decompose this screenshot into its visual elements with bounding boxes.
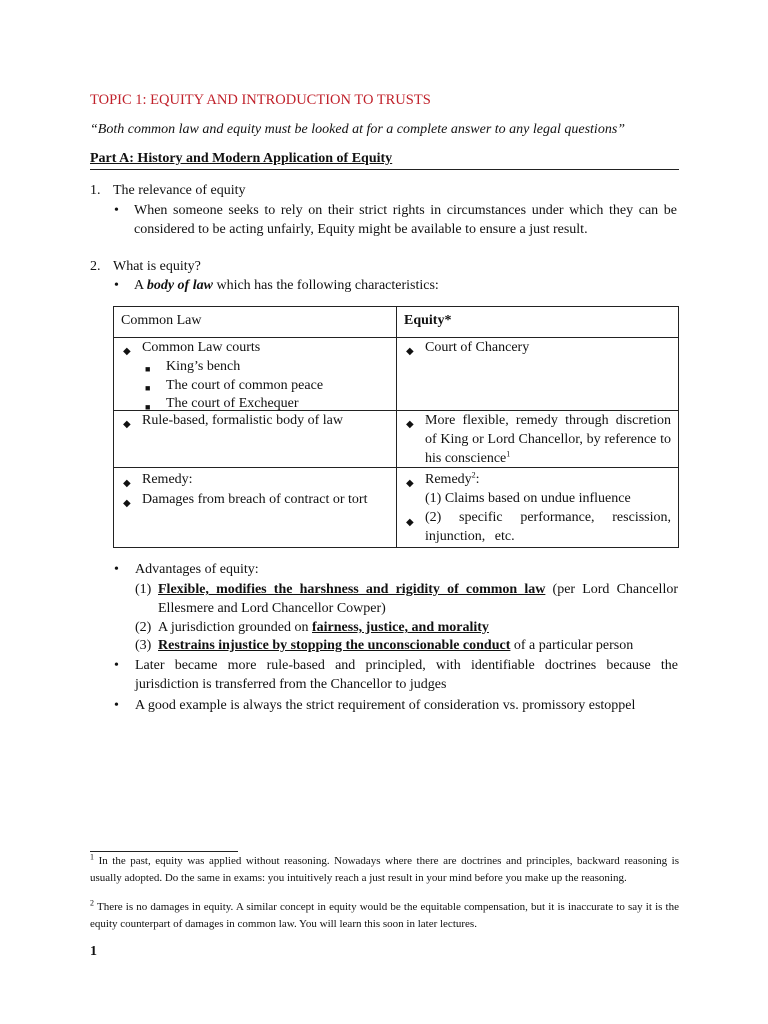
row1-right-text: Court of Chancery [425, 340, 530, 355]
section-1-bullet: When someone seeks to rely on their strict rights in circumstances under which they can be considered to be acting unfairly, Equity might be available to ensure a just result. [134, 203, 677, 237]
row3-left-damages: Damages from breach of contract or tort [142, 492, 368, 507]
bullet-text-pre: A [134, 278, 144, 293]
advantage-2-bold: fairness, justice, and morality [312, 620, 489, 635]
footnote-1-text: In the past, equity was applied without reasoning. Nowadays where there are doctrines and principles, backward reasoning is usually adopted. Do the same in exams: you intuitively reach a just result in your mind before you make up the reasoning. [90, 855, 680, 884]
row3-right-specific: (2) specific performance, rescission, injunction, etc. [425, 510, 671, 544]
bullet-text-post: which has the following characteristics: [216, 278, 439, 293]
header-equity-text: Equity* [404, 313, 452, 328]
row2-equity [397, 411, 679, 468]
part-a-heading-text: Part A: History and Modern Application of Equity [90, 151, 393, 166]
section-2-number: 2. [90, 259, 101, 274]
common-law-vs-equity-table [113, 306, 679, 548]
footnote-ref-2: 2 [471, 470, 476, 480]
row2-left-text: Rule-based, formalistic body of law [142, 413, 344, 428]
good-example-bullet: A good example is always the strict requirement of consideration vs. promissory estoppel [135, 698, 636, 713]
advantages-heading: Advantages of equity: [135, 562, 259, 577]
row2-common-law [114, 411, 397, 468]
header-common-law-text: Common Law [121, 313, 202, 328]
header-common-law [114, 307, 397, 338]
advantage-2-number: (2) [135, 620, 152, 635]
diamond-bullet-icon: ◆ [123, 419, 131, 430]
footnote-2-text: There is no damages in equity. A similar concept in equity would be the equitable compensation, but it is inaccurate to say it is the equity counterpart of damages in common law. You will learn this soon in later lectures. [90, 901, 679, 930]
advantage-3 [158, 636, 633, 655]
row1-common-law [114, 338, 397, 411]
epigraph-quote: “Both common law and equity must be looked at for a complete answer to any legal questions” [90, 122, 626, 137]
diamond-bullet-icon: ◆ [406, 478, 414, 489]
row3-right-remedy-text: Remedy [425, 472, 472, 487]
bullet-dot: • [114, 698, 119, 713]
square-bullet-icon: ■ [145, 364, 151, 374]
row3-right-remedy-colon: : [475, 472, 480, 487]
bullet-dot: • [114, 203, 119, 218]
row1-left-text: Common Law courts [142, 340, 261, 355]
section-2-bullet [134, 276, 439, 295]
diamond-bullet-icon: ◆ [406, 517, 414, 528]
advantage-1-rest: (per Lord Chancellor Ellesmere and Lord Chancellor Cowper) [158, 582, 679, 616]
row3-right-claims: (1) Claims based on undue influence [425, 491, 631, 506]
square-bullet-icon: ■ [145, 383, 151, 393]
advantage-2 [158, 618, 489, 637]
row3-common-law [114, 468, 397, 548]
row1-left-sub-1: King’s bench [166, 359, 241, 374]
footnote-ref-1: 1 [506, 449, 511, 459]
advantage-3-bold: Restrains injustice by stopping the unconscionable conduct [158, 638, 511, 653]
advantage-1-bold: Flexible, modifies the harshness and rigidity of common law [158, 582, 546, 597]
header-equity [397, 307, 679, 338]
body-of-law-emphasis: body of law [146, 278, 213, 293]
row3-left-remedy: Remedy: [142, 472, 193, 487]
bullet-dot: • [114, 278, 119, 293]
diamond-bullet-icon: ◆ [406, 419, 414, 430]
later-rule-based-bullet: Later became more rule-based and principled, with identifiable doctrines because the jurisdiction is transferred from the Chancellor to judges [135, 658, 678, 692]
document-title: TOPIC 1: EQUITY AND INTRODUCTION TO TRUSTS [90, 92, 431, 108]
section-2-heading: What is equity? [113, 259, 201, 274]
bullet-dot: • [114, 658, 119, 673]
advantage-2-pre: A jurisdiction grounded on [158, 620, 309, 635]
row2-right-text [425, 411, 671, 468]
row1-left-sub-3: The court of Exchequer [166, 396, 299, 411]
diamond-bullet-icon: ◆ [123, 346, 131, 357]
square-bullet-icon: ■ [145, 402, 151, 412]
advantage-3-number: (3) [135, 638, 152, 653]
diamond-bullet-icon: ◆ [123, 498, 131, 509]
diamond-bullet-icon: ◆ [406, 346, 414, 357]
row3-equity [397, 468, 679, 548]
footnote-separator [90, 851, 238, 852]
part-a-heading [90, 151, 679, 170]
section-1-number: 1. [90, 183, 101, 198]
page-number: 1 [90, 944, 97, 959]
footnote-1-mark: 1 [90, 852, 94, 862]
bullet-dot: • [114, 562, 119, 577]
row2-right-body: More flexible, remedy through discretion of King or Lord Chancellor, by reference to his conscience [425, 413, 671, 466]
advantage-1-number: (1) [135, 582, 152, 597]
row3-right-remedy [425, 470, 480, 489]
footnote-2 [90, 899, 679, 933]
row1-equity [397, 338, 679, 411]
footnote-1 [90, 853, 679, 887]
advantage-3-rest: of a particular person [513, 638, 634, 653]
advantage-1 [158, 580, 678, 618]
footnote-2-mark: 2 [90, 898, 94, 908]
diamond-bullet-icon: ◆ [123, 478, 131, 489]
section-1-heading: The relevance of equity [113, 183, 246, 198]
row1-left-sub-2: The court of common peace [166, 378, 324, 393]
